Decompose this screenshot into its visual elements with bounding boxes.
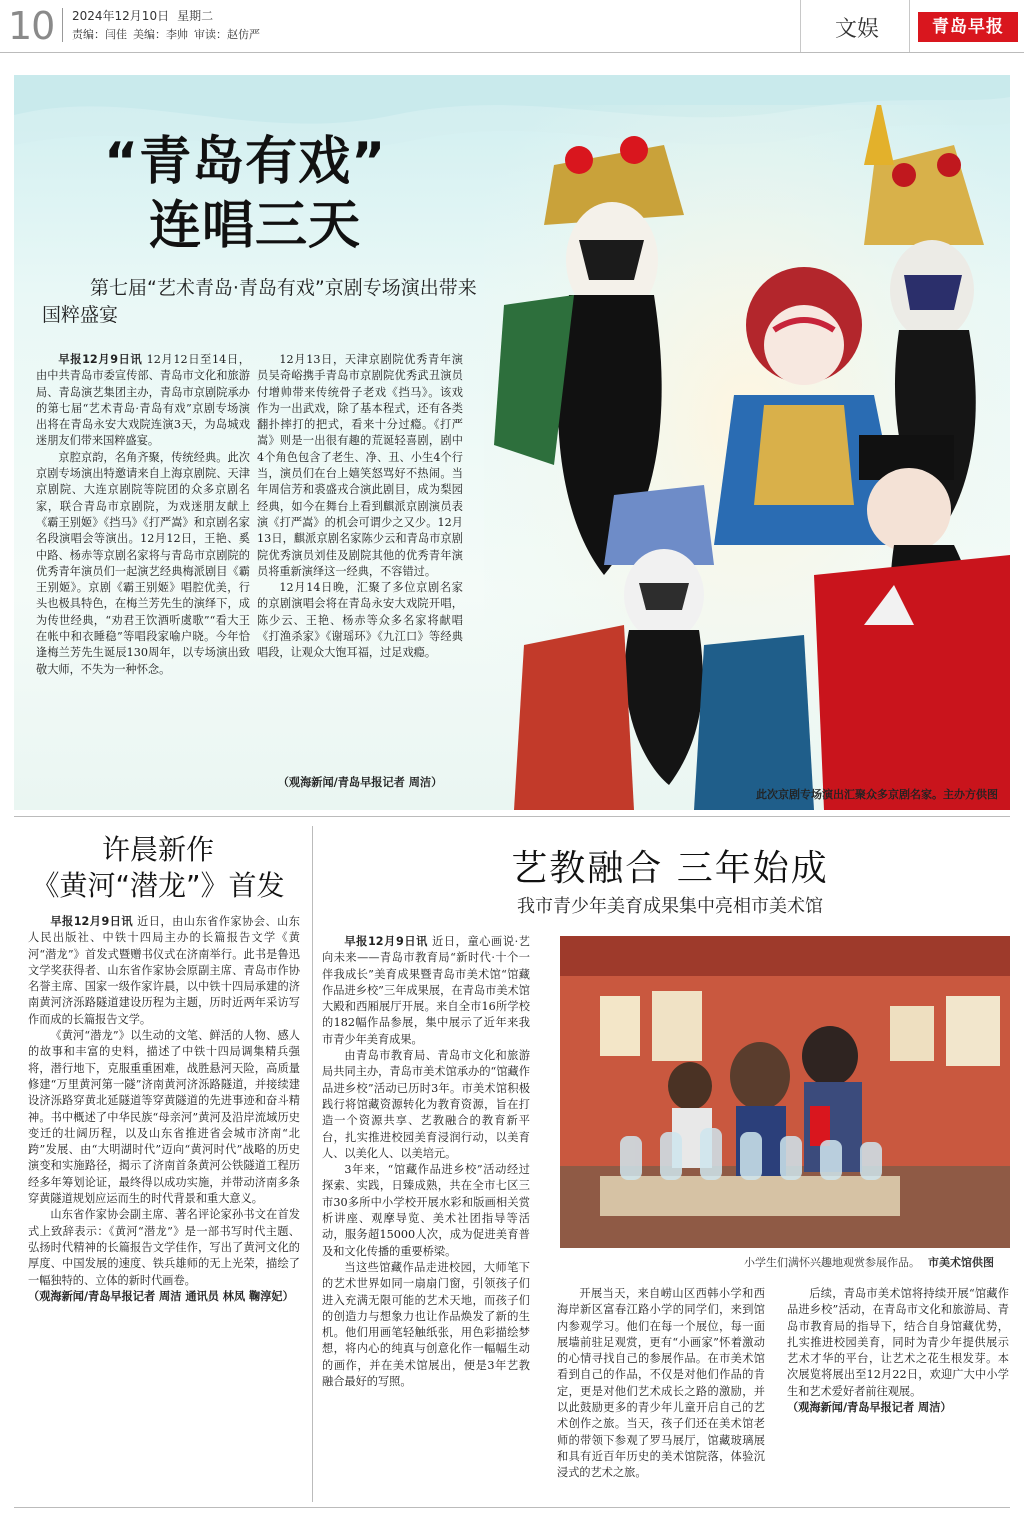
book-byline: （观海新闻/青岛早报记者 周洁 通讯员 林凤 鞠淳妃） — [28, 1289, 294, 1303]
book-column — [28, 914, 300, 1504]
art-paragraph-2: 由青岛市教育局、青岛市文化和旅游局共同主办，青岛市美术馆承办的“馆藏作品进乡校”活动已历时3年。市美术馆积极践行将馆藏资源转化为教育资源，旨在打造一个资源共享、艺教融合的教育新平台，扎实推进校园美育浸润行动，以美育人、以美化人、以美培元。 — [322, 1049, 530, 1160]
opera-headline — [104, 130, 386, 258]
weekday-text: 星期二 — [177, 9, 214, 23]
section-label: 文娱 — [835, 17, 880, 42]
book-headline — [28, 832, 288, 904]
art-paragraph-3: 3年来，“馆藏作品进乡校”活动经过探索、实践，日臻成熟，共在全市七区三市30多所中小学校开展水彩和版画相关赏析讲座、观摩导览、美术社团指导等活动，服务超15000人次，成为促进美育普及和文化传播的重要桥梁。 — [322, 1163, 530, 1258]
art-column-3 — [787, 1286, 1009, 1504]
date-text: 2024年12月10日 — [72, 9, 170, 23]
column-divider — [312, 826, 313, 1502]
opera-byline-wrap — [257, 775, 463, 791]
gallery-caption-text: 小学生们满怀兴趣地观赏参展作品。 — [744, 1256, 920, 1269]
opera-subheadline: 第七届“艺术青岛·青岛有戏”京剧专场演出带来国粹盛宴 — [42, 277, 477, 326]
art-column-2 — [557, 1286, 765, 1504]
header-rule — [0, 52, 1024, 53]
art-paragraph-1: 早报12月9日讯 近日，童心画说·艺向未来——青岛市教育局“新时代·十个一伴我成长”美育成果暨青岛市美术馆“馆藏作品进乡校”三年成果展，在青岛市美术馆大殿和西厢展厅开展。来自全市16所学校的182幅作品参展，集中展示了近年来我市青少年美育成果。 — [322, 935, 530, 1046]
section-rule — [14, 816, 1010, 817]
art-editor-credit: 美编：李帅 — [133, 28, 188, 41]
book-paragraph-3: 山东省作家协会副主席、著名评论家孙书文在首发式上致辞表示：《黄河“潜龙”》是一部书写时代主题、弘扬时代精神的长篇报告文学佳作，写出了黄河文化的厚度、中国发展的速度、铁兵雄师的无上光荣，描绘了一幅独特的、立体的新时代画卷。 — [28, 1208, 300, 1287]
page-number: 10 — [8, 4, 55, 48]
header-divider — [62, 8, 63, 42]
gallery-photo — [560, 936, 1010, 1248]
art-subheadline: 我市青少年美育成果集中亮相市美术馆 — [517, 896, 823, 917]
book-paragraph-2: 《黄河“潜龙”》以生动的文笔、鲜活的人物、感人的故事和丰富的史料，描述了中铁十四局调集精兵强将，潜行地下，克服重重困难，战胜悬河天险，高质量修建“万里黄河第一隧”济南黄河济泺路隧道，并接续建设济泺路穿黄北延隧道等穿黄隧道的先进事迹和奋斗精神。书中概述了中华民族“母亲河”黄河及沿岸流域历史变迁的壮阔历程，以及山东省推进省会城市济南“北跨”发展、由“大明湖时代”迈向“黄河时代”战略的历史演变和实施路径，揭示了济南首条黄河公铁隧道工程历经多年筹划论证，最终得以成功实施，并带动济南多条穿黄隧道规划应运而生的时代背景和重大意义。 — [28, 1029, 300, 1206]
opera-paragraph-1: 早报12月9日讯 12月12日至14日，由中共青岛市委宣传部、青岛市文化和旅游局、青岛演艺集团主办，青岛市京剧院承办的第七届“艺术青岛·青岛有戏”京剧专场演出将在青岛永安大戏院连演3天，为岛城戏迷朋友们带来国粹盛宴。 — [36, 353, 250, 448]
editor-credit: 责编：闫佳 — [72, 28, 127, 41]
opera-column-2 — [257, 352, 463, 772]
editor-credits — [72, 26, 266, 42]
issue-date — [72, 7, 221, 24]
gallery-photo-caption — [560, 1254, 994, 1270]
opera-paragraph-4: 12月14日晚，汇聚了多位京剧名家的京剧演唱会将在青岛永安大戏院开唱，陈少云、王艳、杨赤等众多名家将献唱《打渔杀家》《谢瑶环》《九江口》等经典唱段，让观众大饱耳福，过足戏瘾。 — [257, 581, 463, 660]
opera-byline: （观海新闻/青岛早报记者 周洁） — [277, 776, 443, 789]
book-headline-line1: 许晨新作 — [101, 833, 214, 866]
art-byline: （观海新闻/青岛早报记者 周洁） — [787, 1401, 952, 1415]
newspaper-logo: 青岛早报 — [918, 12, 1018, 42]
opera-headline-line2: 连唱三天 — [149, 196, 362, 256]
dateline: 早报12月9日讯 — [344, 935, 428, 948]
opera-feature — [14, 75, 1010, 810]
opera-headline-line1: “青岛有戏” — [104, 132, 387, 192]
opera-photo-caption: 此次京剧专场演出汇聚众多京剧名家。主办方供图 — [756, 788, 998, 801]
art-paragraph-6: 后续，青岛市美术馆将持续开展“馆藏作品进乡校”活动，在青岛市文化和旅游局、青岛市教育局的指导下，结合自身馆藏优势，扎实推进校园美育，同时为青少年提供展示艺术才华的平台，让艺术之花生根发芽。本次展览将展出至12月22日，欢迎广大中小学生和艺术爱好者前往观展。 — [787, 1287, 1009, 1398]
page-header — [0, 0, 1024, 52]
book-headline-line2: 《黄河“潜龙”》首发 — [31, 869, 285, 902]
reviewer-credit: 审读：赵仿严 — [194, 28, 260, 41]
opera-performers-photo — [484, 105, 1010, 810]
gallery-photo-credit: 市美术馆供图 — [928, 1256, 994, 1269]
dateline: 早报12月9日讯 — [50, 915, 134, 928]
book-paragraph-1: 早报12月9日讯 近日，由山东省作家协会、山东人民出版社、中铁十四局主办的长篇报告文学《黄河“潜龙”》首发式暨赠书仪式在济南举行。此书是鲁迅文学奖获得者、山东省作家协会原副主席、青岛市作协名誉主席、国家一级作家许晨，以中铁十四局承建的济南黄河济泺路隧道建设历程为主题，历时近两年采访写作而成的长篇报告文学。 — [28, 915, 300, 1026]
section-tab — [800, 0, 910, 52]
art-headline: 艺教融合 三年始成 — [511, 848, 829, 889]
opera-column-1 — [36, 352, 250, 678]
art-column-1 — [322, 934, 530, 1504]
opera-paragraph-3: 12月13日，天津京剧院优秀青年演员吴奇峪携手青岛市京剧院优秀武丑演员付增帅带来传统骨子老戏《挡马》。该戏作为一出武戏，除了基本程式，还有各类翻扑摔打的把式，看来十分过瘾。《打严嵩》则是一出很有趣的荒诞轻喜剧，剧中4个角色包含了老生、净、丑、小生4个行当，演员们在台上嬉笑怒骂好不热闹。当年周信芳和裘盛戎合演此剧目，成为梨园经典，如今在舞台上看到麒派京剧演员表演《打严嵩》的机会可谓少之又少。12月13日，麒派京剧名家陈少云和青岛市京剧院优秀演员刘佳及剧院其他的优秀青年演员将重新演绎这一经典，不容错过。 — [257, 353, 463, 578]
dateline: 早报12月9日讯 — [58, 353, 143, 366]
page-bottom-rule — [14, 1507, 1010, 1508]
art-paragraph-4: 当这些馆藏作品走进校园，大师笔下的艺术世界如同一扇扇门窗，引领孩子们进入充满无限可能的艺术天地，而孩子们的创造力与想象力也让作品焕发了新的生机。他们用画笔轻触纸张，用色彩描绘梦想，将内心的纯真与创意化作一幅幅生动的画作，并在美术馆展出，便是3年艺教融合最好的写照。 — [322, 1260, 530, 1389]
art-paragraph-5: 开展当天，来自崂山区西韩小学和西海岸新区富春江路小学的同学们，来到馆内参观学习。他们在每一个展位，每一面展墙前驻足观赏，更有“小画家”怀着激动的心情寻找自己的参展作品。在市美术馆看到自己的作品，不仅是对他们作品的肯定，更是对他们艺术成长之路的激励，并以此鼓励更多的青少年儿童开启自己的艺术创作之旅。当天，孩子们还在美术馆老师的带领下参观了罗马展厅，馆藏玻璃展和具有近百年历史的美术馆院落，体验沉浸式的艺术之旅。 — [557, 1287, 765, 1480]
opera-paragraph-2: 京腔京韵，名角齐聚，传统经典。此次京剧专场演出特邀请来自上海京剧院、天津京剧院、大连京剧院等院团的众多京剧名家，联合青岛市京剧院，为戏迷朋友献上《霸王别姬》《挡马》《打严嵩》和京剧名家名段演唱会等演出。12月12日，王艳、奚中路、杨赤等京剧名家将与青岛市京剧院的优秀青年演员们一起演艺经典梅派剧目《霸王别姬》。京剧《霸王别姬》唱腔优美，行头也极具特色，在梅兰芳先生的演绎下，成为传世经典，“劝君王饮酒听虞歌”“看大王在帐中和衣睡稳”等唱段家喻户晓。今年恰逢梅兰芳先生诞辰130周年，以专场演出致敬大师，不失为一种怀念。 — [36, 450, 250, 676]
